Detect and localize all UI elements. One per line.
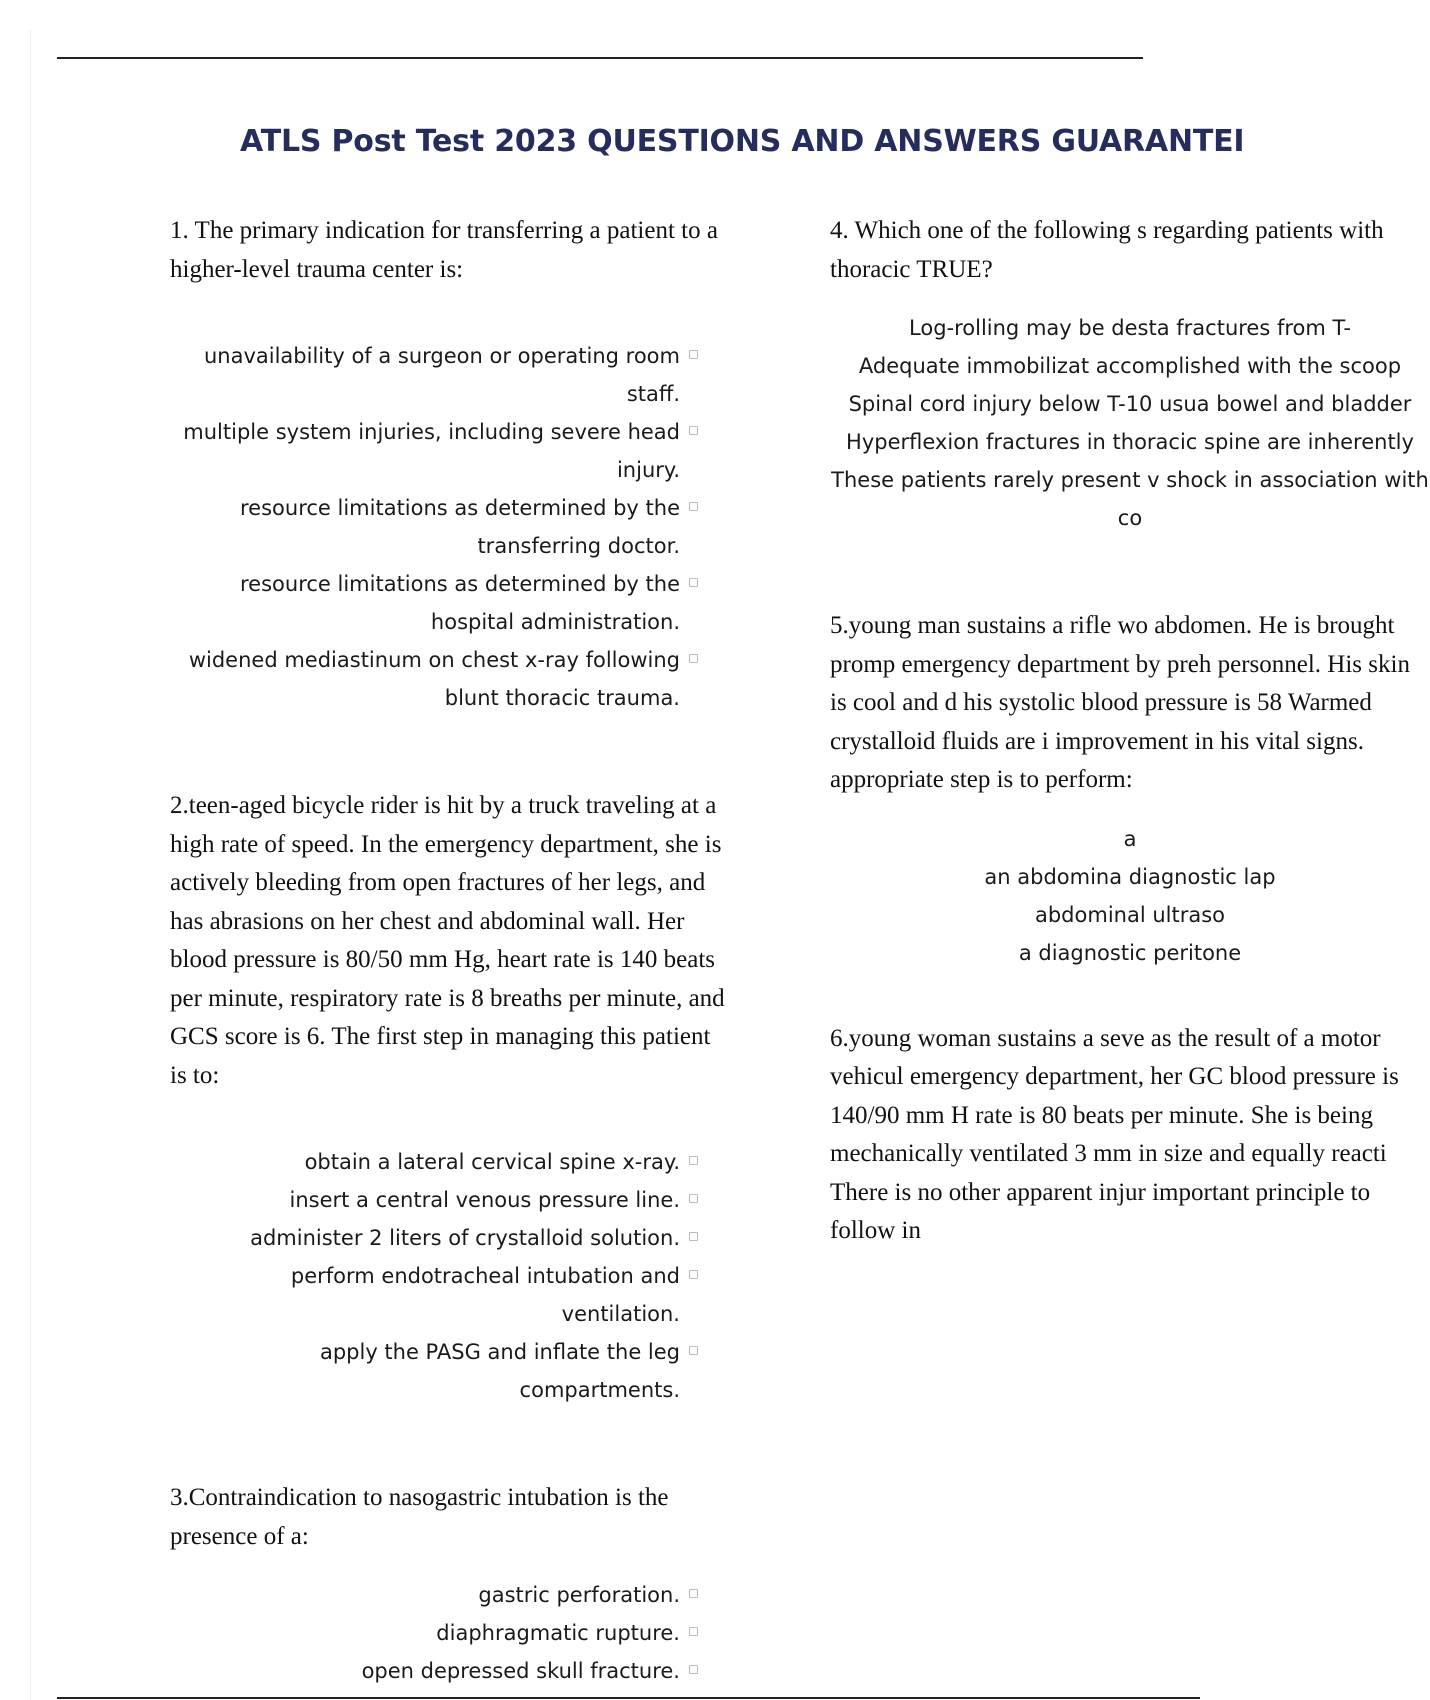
- document-title: ATLS Post Test 2023 QUESTIONS AND ANSWERS GUARANTEI: [240, 124, 1245, 159]
- left-column: [170, 212, 730, 1690]
- option-item[interactable]: resource limitations as determined by the hospital administration.: [170, 565, 680, 641]
- option-item[interactable]: abdominal ultraso: [1034, 902, 1226, 927]
- option-item[interactable]: unavailability of a surgeon or operating room staff.: [170, 337, 680, 413]
- page-edge: [30, 30, 31, 1700]
- option-item[interactable]: open depressed skull fracture.: [170, 1652, 680, 1690]
- question-4: 4. Which one of the following s regarding patients with thoracic TRUE?: [830, 217, 1384, 283]
- checkbox-icon: [689, 1665, 698, 1674]
- question-2-options: [170, 1143, 730, 1409]
- option-item[interactable]: a diagnostic peritone: [1018, 940, 1242, 965]
- question-1: 1. The primary indication for transferring a patient to a higher-level trauma center is:: [170, 217, 718, 283]
- question-5: 5.young man sustains a rifle wo abdomen. He is brought promp emergency department by preh personnel. His skin is cool and d his systolic blood pressure is 58 Warmed crystalloid fluids are i improvement in his vital signs. appropriate step is to perform:: [830, 612, 1410, 793]
- option-item[interactable]: gastric perforation.: [170, 1576, 680, 1614]
- option-item[interactable]: Hyperflexion fractures in thoracic spine are inherently: [846, 430, 1414, 454]
- checkbox-icon: [689, 1589, 698, 1598]
- checkbox-icon: [689, 1627, 698, 1636]
- checkbox-icon: [689, 654, 698, 663]
- question-5-options: [830, 820, 1430, 972]
- checkbox-icon: [689, 1346, 698, 1355]
- checkbox-icon: [689, 502, 698, 511]
- option-item[interactable]: insert a central venous pressure line.: [170, 1181, 680, 1219]
- checkbox-icon: [689, 350, 698, 359]
- question-2: 2.teen-aged bicycle rider is hit by a truck traveling at a high rate of speed. In the emergency department, she is actively bleeding from open fractures of her legs, and has abrasions on her chest and abdominal wall. Her blood pressure is 80/50 mm Hg, heart rate is 140 beats per minute, respiratory rate is 8 breaths per minute, and GCS score is 6. The first step in managing this patient is to:: [170, 792, 725, 1089]
- option-item[interactable]: Adequate immobilizat accomplished with the scoop: [858, 354, 1402, 378]
- option-item[interactable]: apply the PASG and inflate the leg compartments.: [170, 1333, 680, 1409]
- footer-rule: [57, 1697, 1200, 1699]
- right-column: [830, 212, 1430, 1251]
- checkbox-icon: [689, 426, 698, 435]
- header-rule: [57, 57, 1143, 59]
- checkbox-icon: [689, 1232, 698, 1241]
- option-item[interactable]: Log-rolling may be desta fractures from T-: [909, 316, 1351, 340]
- checkbox-icon: [689, 1156, 698, 1165]
- checkbox-icon: [689, 578, 698, 587]
- option-item[interactable]: widened mediastinum on chest x-ray following blunt thoracic trauma.: [170, 641, 680, 717]
- question-6: 6.young woman sustains a seve as the result of a motor vehicul emergency department, her GC blood pressure is 140/90 mm H rate is 80 beats per minute. She is being mechanically ventilated 3 mm in size and equally reacti There is no other apparent injur important principle to follow in: [830, 1024, 1399, 1244]
- checkbox-icon: [689, 1194, 698, 1203]
- option-item[interactable]: a: [1123, 826, 1137, 851]
- option-item[interactable]: perform endotracheal intubation and ventilation.: [170, 1257, 680, 1333]
- option-item[interactable]: multiple system injuries, including severe head injury.: [170, 413, 680, 489]
- option-item[interactable]: diaphragmatic rupture.: [170, 1614, 680, 1652]
- option-item[interactable]: obtain a lateral cervical spine x-ray.: [170, 1143, 680, 1181]
- question-1-options: [170, 337, 730, 717]
- option-item[interactable]: an abdomina diagnostic lap: [984, 864, 1276, 889]
- option-item[interactable]: These patients rarely present v shock in association with co: [831, 468, 1429, 530]
- option-item[interactable]: Spinal cord injury below T-10 usua bowel and bladder: [848, 392, 1412, 416]
- question-4-options: [830, 309, 1430, 537]
- question-3-options: [170, 1576, 730, 1690]
- option-item[interactable]: resource limitations as determined by the transferring doctor.: [170, 489, 680, 565]
- option-item[interactable]: administer 2 liters of crystalloid solution.: [170, 1219, 680, 1257]
- checkbox-icon: [689, 1270, 698, 1279]
- question-3: 3.Contraindication to nasogastric intubation is the presence of a:: [170, 1484, 669, 1550]
